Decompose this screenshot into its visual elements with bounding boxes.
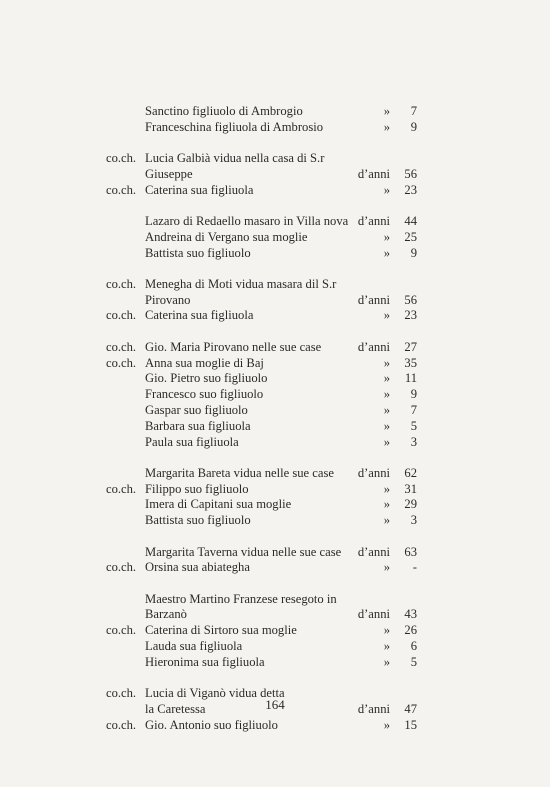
- entry-unit: »: [383, 229, 390, 244]
- entry-row: [0, 214, 550, 230]
- entry-gap: [0, 529, 550, 545]
- entry-row: [0, 607, 550, 623]
- entry-name: Gaspar suo figliuolo: [145, 402, 248, 417]
- entry-age: 29: [404, 497, 417, 512]
- entry-unit: »: [383, 513, 390, 528]
- entry-name: Imera di Capitani sua moglie: [145, 497, 292, 512]
- entry-row: [0, 183, 550, 199]
- entry-gap: [0, 261, 550, 277]
- entry-unit: »: [383, 387, 390, 402]
- entry-unit: »: [383, 481, 390, 496]
- entry-row: [0, 497, 550, 513]
- entry-age: 62: [404, 465, 417, 480]
- entry-unit: »: [383, 497, 390, 512]
- entry-age: 56: [404, 166, 417, 181]
- entry-age: 11: [404, 371, 417, 386]
- entry-unit: d’anni: [357, 213, 390, 228]
- entry-unit: d’anni: [357, 544, 390, 559]
- entry-age: 5: [410, 418, 417, 433]
- entry-age: 35: [404, 355, 417, 370]
- entry-row: [0, 623, 550, 639]
- entry-prefix: co.ch.: [106, 686, 137, 701]
- entry-prefix: co.ch.: [106, 276, 137, 291]
- entry-row: [0, 340, 550, 356]
- entry-gap: [0, 136, 550, 152]
- entry-name: Caterina sua figliuola: [145, 308, 254, 323]
- entry-name: Gio. Pietro suo figliuolo: [145, 371, 268, 386]
- entry-unit: d’anni: [357, 465, 390, 480]
- entry-name: Gio. Maria Pirovano nelle sue case: [145, 339, 322, 354]
- census-list: [0, 104, 550, 734]
- entry-name: Maestro Martino Franzese resegoto in: [145, 591, 337, 606]
- entry-age: 15: [404, 717, 417, 732]
- entry-age: 9: [410, 119, 417, 134]
- entry-name: Margarita Taverna vidua nelle sue case: [145, 544, 342, 559]
- entry-unit: »: [383, 639, 390, 654]
- entry-unit: »: [383, 371, 390, 386]
- entry-unit: »: [383, 182, 390, 197]
- entry-age: 6: [410, 639, 417, 654]
- entry-row: [0, 419, 550, 435]
- entry-name: Andreina di Vergano sua moglie: [145, 229, 308, 244]
- entry-name: Caterina di Sirtoro sua moglie: [145, 623, 297, 638]
- entry-unit: d’anni: [357, 701, 390, 716]
- entry-row: [0, 466, 550, 482]
- entry-name: Lucia Galbià vidua nella casa di S.r: [145, 151, 325, 166]
- entry-row: [0, 639, 550, 655]
- entry-gap: [0, 324, 550, 340]
- entry-name: Caterina sua figliuola: [145, 182, 254, 197]
- entry-unit: »: [383, 654, 390, 669]
- entry-age: 23: [404, 308, 417, 323]
- entry-row: [0, 167, 550, 183]
- entry-prefix: co.ch.: [106, 623, 137, 638]
- entry-unit: »: [383, 560, 390, 575]
- entry-unit: d’anni: [357, 292, 390, 307]
- entry-prefix: co.ch.: [106, 355, 137, 370]
- entry-prefix: co.ch.: [106, 339, 137, 354]
- entry-age: 9: [410, 387, 417, 402]
- entry-unit: »: [383, 623, 390, 638]
- entry-row: [0, 371, 550, 387]
- entry-age: 63: [404, 544, 417, 559]
- entry-name: Anna sua moglie di Baj: [145, 355, 264, 370]
- entry-row: [0, 592, 550, 608]
- entry-name: Francesco suo figliuolo: [145, 387, 264, 402]
- entry-row: [0, 560, 550, 576]
- entry-row: [0, 356, 550, 372]
- entry-unit: d’anni: [357, 166, 390, 181]
- entry-name: Lucia di Viganò vidua detta: [145, 686, 285, 701]
- entry-unit: »: [383, 434, 390, 449]
- entry-age: 3: [410, 513, 417, 528]
- entry-prefix: co.ch.: [106, 717, 137, 732]
- entry-prefix: co.ch.: [106, 560, 137, 575]
- entry-age: 27: [404, 339, 417, 354]
- entry-age: 5: [410, 654, 417, 669]
- entry-name: Battista suo figliuolo: [145, 245, 251, 260]
- entry-name: Hieronima sua figliuola: [145, 654, 265, 669]
- entry-unit: »: [383, 245, 390, 260]
- entry-age: 3: [410, 434, 417, 449]
- entry-unit: »: [383, 355, 390, 370]
- entry-name: Sanctino figliuolo di Ambrogio: [145, 104, 303, 118]
- entry-row: [0, 104, 550, 120]
- entry-gap: [0, 671, 550, 687]
- entry-age: -: [412, 560, 417, 575]
- entry-age: 47: [404, 701, 417, 716]
- entry-name: Orsina sua abiategha: [145, 560, 250, 575]
- entry-unit: d’anni: [357, 339, 390, 354]
- entry-unit: »: [383, 119, 390, 134]
- entry-name: Lazaro di Redaello masaro in Villa nova: [145, 213, 349, 228]
- entry-unit: »: [383, 104, 390, 118]
- entry-row: [0, 230, 550, 246]
- entry-age: 31: [404, 481, 417, 496]
- entry-name: Giuseppe: [145, 166, 193, 181]
- entry-row: [0, 277, 550, 293]
- entry-row: [0, 120, 550, 136]
- entry-prefix: co.ch.: [106, 182, 137, 197]
- entry-name: Battista suo figliuolo: [145, 513, 251, 528]
- entry-name: Menegha di Moti vidua masara dil S.r: [145, 276, 337, 291]
- entry-row: [0, 387, 550, 403]
- entry-age: 7: [410, 402, 417, 417]
- entry-unit: »: [383, 418, 390, 433]
- entry-name: Gio. Antonio suo figliuolo: [145, 717, 278, 732]
- entry-name: la Caretessa: [145, 701, 206, 716]
- entry-name: Filippo suo figliuolo: [145, 481, 249, 496]
- entry-unit: »: [383, 717, 390, 732]
- entry-unit: d’anni: [357, 607, 390, 622]
- entry-row: [0, 482, 550, 498]
- entry-row: [0, 718, 550, 734]
- entry-gap: [0, 450, 550, 466]
- entry-row: [0, 513, 550, 529]
- entry-row: [0, 545, 550, 561]
- entry-name: Paula sua figliuola: [145, 434, 239, 449]
- entry-row: [0, 151, 550, 167]
- entry-row: [0, 655, 550, 671]
- entry-age: 9: [410, 245, 417, 260]
- entry-age: 43: [404, 607, 417, 622]
- entry-age: 7: [410, 104, 417, 118]
- entry-row: [0, 435, 550, 451]
- entry-name: Barbara sua figliuola: [145, 418, 251, 433]
- entry-age: 56: [404, 292, 417, 307]
- entry-row: [0, 293, 550, 309]
- entry-name: Lauda sua figliuola: [145, 639, 243, 654]
- entry-prefix: co.ch.: [106, 151, 137, 166]
- entry-name: Margarita Bareta vidua nelle sue case: [145, 465, 334, 480]
- entry-age: 25: [404, 229, 417, 244]
- entry-prefix: co.ch.: [106, 308, 137, 323]
- page-number: 164: [265, 697, 285, 712]
- entry-row: [0, 403, 550, 419]
- entry-gap: [0, 198, 550, 214]
- entry-row: [0, 246, 550, 262]
- entry-prefix: co.ch.: [106, 481, 137, 496]
- entry-unit: »: [383, 308, 390, 323]
- entry-unit: »: [383, 402, 390, 417]
- entry-age: 26: [404, 623, 417, 638]
- entry-name: Barzanò: [145, 607, 187, 622]
- entry-age: 23: [404, 182, 417, 197]
- entry-row: [0, 308, 550, 324]
- entry-name: Franceschina figliuola di Ambrosio: [145, 119, 324, 134]
- entry-gap: [0, 576, 550, 592]
- entry-age: 44: [404, 213, 417, 228]
- entry-name: Pirovano: [145, 292, 191, 307]
